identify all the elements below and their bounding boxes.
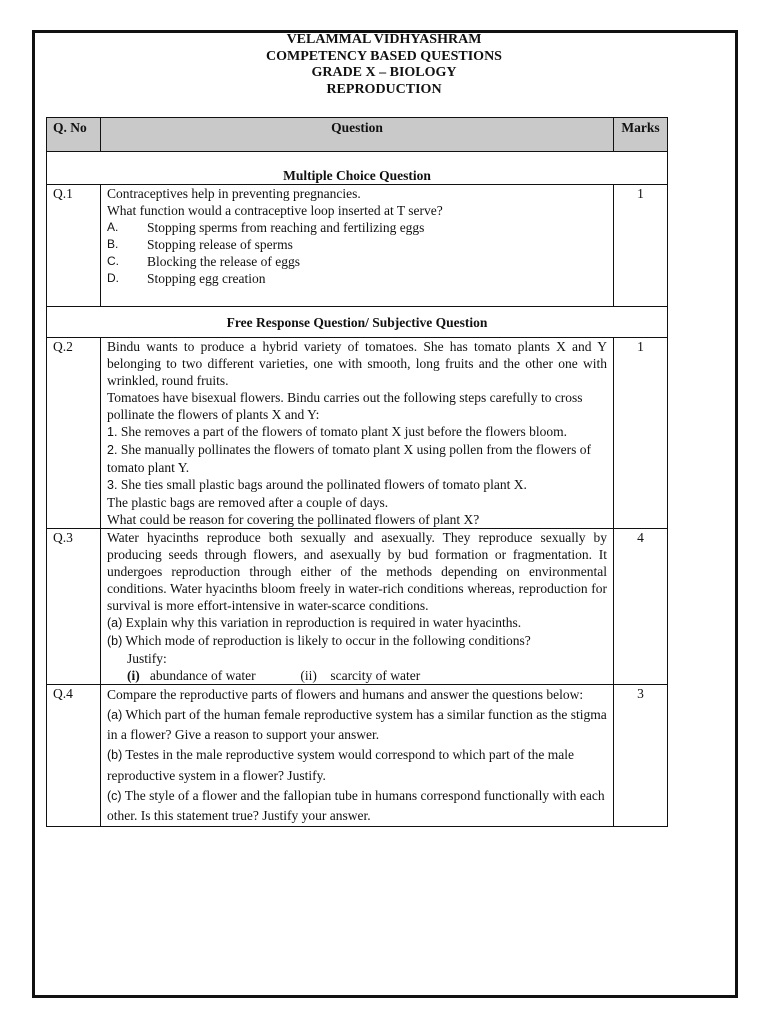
- section-title-frq: Free Response Question/ Subjective Question: [47, 307, 668, 338]
- option-b: [107, 236, 607, 253]
- option-d: [107, 270, 607, 287]
- question-marks: 3: [614, 685, 668, 827]
- option-letter: B.: [107, 237, 119, 251]
- option-text: Stopping egg creation: [147, 271, 266, 286]
- question-row-3: [47, 529, 668, 685]
- q2-step-1: 1. She removes a part of the flowers of tomato plant X just before the flowers bloom.: [107, 424, 567, 439]
- question-text: [101, 185, 614, 307]
- option-letter: A.: [107, 220, 119, 234]
- q3-conditions: (i) abundance of water (ii) scarcity of water: [127, 668, 421, 683]
- option-text: Stopping release of sperms: [147, 237, 293, 252]
- q4-part-c: (c) The style of a flower and the fallopian tube in humans correspond functionally with each other. Is this statement true? Justify your answer.: [107, 787, 605, 824]
- q2-paragraph-3: The plastic bags are removed after a couple of days.: [107, 495, 389, 510]
- q4-part-b: (b) Testes in the male reproductive system would correspond to which part of the male reproductive system in a flower? Justify.: [107, 747, 574, 783]
- option-letter: C.: [107, 254, 119, 268]
- question-text: [101, 529, 614, 685]
- question-number: Q.1: [47, 185, 101, 307]
- option-text: Blocking the release of eggs: [147, 254, 300, 269]
- q3-justify: Justify:: [127, 651, 167, 666]
- document-header: [0, 32, 768, 98]
- column-header-question: Question: [101, 118, 614, 152]
- option-c: [107, 253, 607, 270]
- topic: REPRODUCTION: [326, 81, 442, 97]
- q3-part-b: (b) Which mode of reproduction is likely to occur in the following conditions?: [107, 633, 531, 648]
- section-row-frq: [47, 307, 668, 338]
- question-number: Q.4: [47, 685, 101, 827]
- q2-step-2: 2. She manually pollinates the flowers of tomato plant X using pollen from the flowers of tomato plant Y.: [107, 442, 591, 475]
- column-header-marks: Marks: [614, 118, 668, 152]
- question-marks: 1: [614, 185, 668, 307]
- school-name: VELAMMAL VIDHYASHRAM: [286, 32, 482, 47]
- question-marks: 4: [614, 529, 668, 685]
- questions-table: [46, 117, 668, 827]
- question-row-4: [47, 685, 668, 827]
- q3-part-a: (a) Explain why this variation in reproduction is required in water hyacinths.: [107, 615, 522, 630]
- q2-step-3: 3. She ties small plastic bags around the pollinated flowers of tomato plant X.: [107, 477, 527, 492]
- option-a: [107, 219, 607, 236]
- question-number: Q.3: [47, 529, 101, 685]
- option-text: Stopping sperms from reaching and fertilizing eggs: [147, 220, 425, 235]
- q1-line-1: Contraceptives help in preventing pregnancies.: [107, 186, 361, 201]
- question-marks: 1: [614, 338, 668, 529]
- section-title-mcq: Multiple Choice Question: [47, 152, 668, 185]
- column-header-qno: Q. No: [47, 118, 101, 152]
- question-number: Q.2: [47, 338, 101, 529]
- q2-paragraph-1: Bindu wants to produce a hybrid variety of tomatoes. She has tomato plants X and Y belonging to two different varieties, one with smooth, long fruits and the other one with wrinkled, round fruits.: [107, 339, 607, 388]
- document-title: COMPETENCY BASED QUESTIONS: [266, 48, 502, 64]
- option-letter: D.: [107, 271, 119, 285]
- q1-line-2: What function would a contraceptive loop inserted at T serve?: [107, 203, 443, 218]
- q2-paragraph-2: Tomatoes have bisexual flowers. Bindu carries out the following steps carefully to cross pollinate the flowers of plants X and Y:: [107, 390, 583, 422]
- question-row-2: [47, 338, 668, 529]
- q4-intro: Compare the reproductive parts of flowers and humans and answer the questions below:: [107, 687, 584, 702]
- q4-part-a: (a) Which part of the human female reproductive system has a similar function as the stigma in a flower? Give a reason to support your answer.: [107, 706, 607, 743]
- q2-question: What could be reason for covering the pollinated flowers of plant X?: [107, 512, 480, 527]
- question-text: [101, 685, 614, 827]
- section-row-mcq: [47, 152, 668, 185]
- question-row-1: [47, 185, 668, 307]
- q3-paragraph: Water hyacinths reproduce both sexually and asexually. They reproduce sexually by producing seeds through flowers, and asexually by bud formation or fragmentation. It undergoes reproduction through either of the methods depending on environmental conditions. Water hyacinths bloom freely in water-rich conditions whereas, reproduction for survival is more effort-intensive in water-scarce conditions.: [107, 530, 607, 613]
- question-text: [101, 338, 614, 529]
- table-header-row: [47, 118, 668, 152]
- grade-subject: GRADE X – BIOLOGY: [311, 65, 457, 80]
